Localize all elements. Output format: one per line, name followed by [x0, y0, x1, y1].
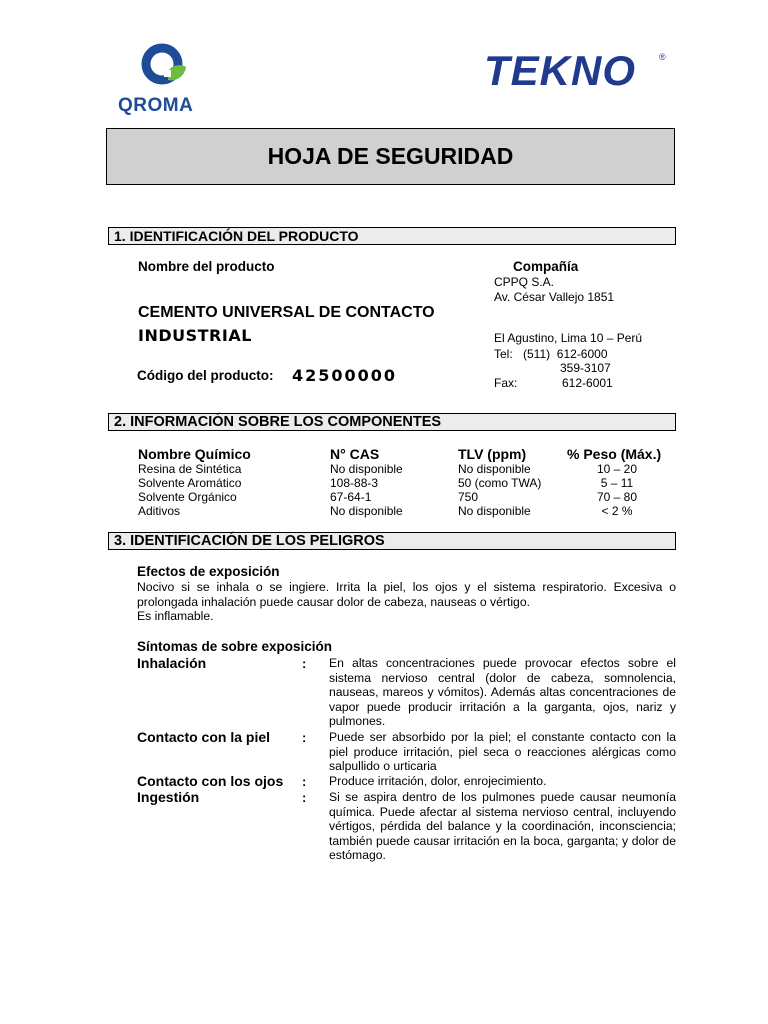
tel-number-2: 359-3107 — [560, 361, 611, 375]
column-header-weight: % Peso (Máx.) — [567, 446, 662, 462]
colon: : — [302, 656, 307, 671]
symptom-label-skin: Contacto con la piel — [137, 729, 271, 745]
table-cell: 750 — [458, 490, 479, 504]
company-address-1: Av. César Vallejo 1851 — [494, 290, 615, 304]
table-cell: Solvente Aromático — [138, 476, 242, 490]
symptom-label-ingestion: Ingestión — [137, 789, 200, 805]
product-code-label: Código del producto: — [137, 368, 274, 383]
effects-title: Efectos de exposición — [137, 564, 280, 579]
table-cell: Resina de Sintética — [138, 462, 242, 476]
company-name: CPPQ S.A. — [494, 275, 555, 289]
section-1-header: 1. IDENTIFICACIÓN DEL PRODUCTO — [108, 227, 676, 245]
section-2-header: 2. INFORMACIÓN SOBRE LOS COMPONENTES — [108, 413, 676, 431]
symptom-label-eyes: Contacto con los ojos — [137, 773, 284, 789]
section-3-header: 3. IDENTIFICACIÓN DE LOS PELIGROS — [108, 532, 676, 550]
fax-number: 612-6001 — [562, 376, 613, 390]
table-cell: < 2 % — [601, 504, 633, 518]
tekno-registered-mark: ® — [659, 52, 666, 62]
table-cell: 5 – 11 — [600, 476, 634, 490]
colon: : — [302, 790, 307, 805]
company-address-2: El Agustino, Lima 10 – Perú — [494, 331, 643, 345]
symptoms-title: Síntomas de sobre exposición — [137, 639, 333, 654]
symptom-label-inhalation: Inhalación — [137, 655, 207, 671]
symptom-text-skin: Puede ser absorbido por la piel; el constante contacto con la piel produce irritación, piel seca o reacciones alérgicas como salpullido o urticaria — [329, 730, 676, 774]
company-label: Compañía — [513, 259, 579, 274]
table-cell: Aditivos — [138, 504, 181, 518]
product-name-label: Nombre del producto — [138, 259, 275, 274]
product-name-line1: CEMENTO UNIVERSAL DE CONTACTO — [138, 304, 435, 321]
table-cell: No disponible — [458, 504, 531, 518]
table-cell: No disponible — [330, 462, 403, 476]
page-title: HOJA DE SEGURIDAD — [267, 143, 514, 169]
effects-text: Nocivo si se inhala o se ingiere. Irrita la piel, los ojos y el sistema respiratorio. Excesiva o prolongada inhalación puede causar dolor de cabeza, nauseas o vértigo. — [137, 580, 676, 609]
tel-number-1: (511) 612-6000 — [523, 347, 608, 361]
product-name-line2: INDUSTRIAL — [138, 326, 252, 345]
table-cell: 50 (como TWA) — [458, 476, 542, 490]
colon: : — [302, 730, 307, 745]
table-cell: 10 – 20 — [596, 462, 638, 476]
qroma-logo-text: QROMA — [118, 95, 194, 116]
qroma-logo-icon — [138, 42, 188, 92]
table-cell: 70 – 80 — [596, 490, 638, 504]
title-box — [106, 128, 675, 185]
tekno-logo: TEKNO — [484, 47, 636, 94]
symptom-text-ingestion: Si se aspira dentro de los pulmones puede causar neumonía química. Puede afectar al sistema nervioso central, incluyendo vértigos, pérdida del balance y la coordinación, inconsciencia; también puede causar irritación en la boca, garganta; y dolor de estómago. — [329, 790, 676, 863]
column-header-chemical-name: Nombre Químico — [138, 446, 251, 462]
table-cell: 108-88-3 — [330, 476, 379, 490]
fax-label: Fax: — [494, 376, 518, 390]
product-code-value: 42500000 — [292, 366, 398, 385]
symptom-text-eyes: Produce irritación, dolor, enrojecimiento. — [329, 774, 547, 788]
effects-text-2: Es inflamable. — [137, 609, 214, 623]
table-cell: 67-64-1 — [330, 490, 372, 504]
table-cell: Solvente Orgánico — [138, 490, 237, 504]
column-header-cas: N° CAS — [330, 446, 380, 462]
column-header-tlv: TLV (ppm) — [458, 446, 527, 462]
colon: : — [302, 774, 307, 789]
symptom-text-inhalation: En altas concentraciones puede provocar efectos sobre el sistema nervioso central (dolor de cabeza, somnolencia, nauseas, mareos y vómitos). Además altas concentraciones de vapor puede producir irritación a la garganta, ojos, nariz y pulmones. — [329, 656, 676, 729]
tel-label: Tel: — [494, 347, 513, 361]
table-cell: No disponible — [330, 504, 403, 518]
table-cell: No disponible — [458, 462, 531, 476]
